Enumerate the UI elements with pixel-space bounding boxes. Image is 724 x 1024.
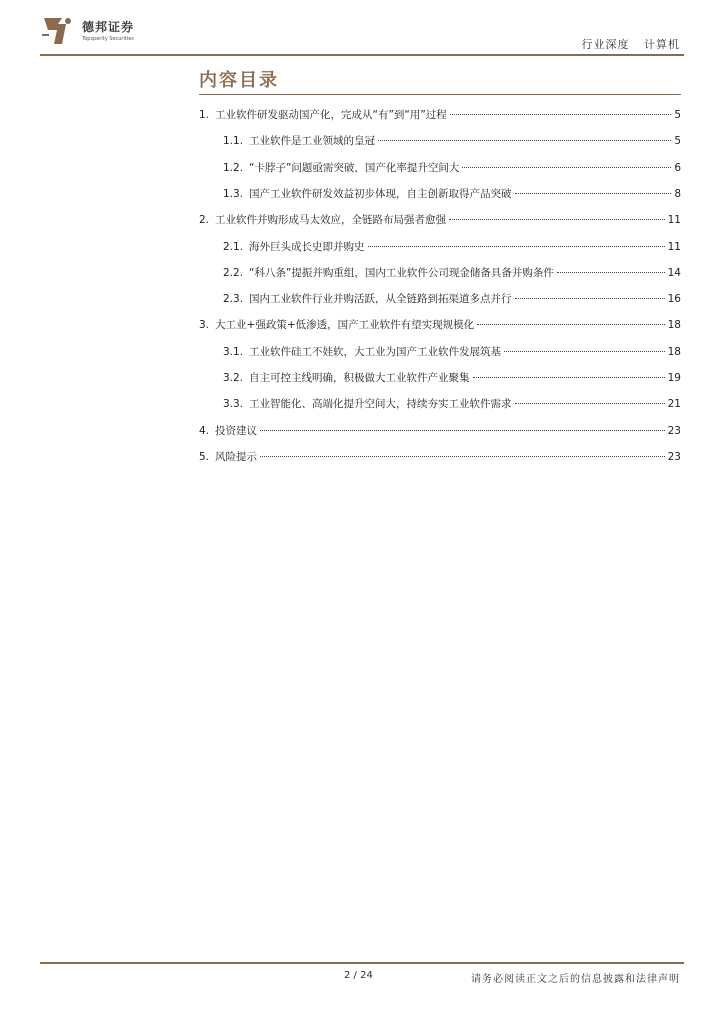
toc-entry[interactable] xyxy=(223,342,681,362)
toc-entry-title: 自主可控主线明确，积极做大工业软件产业聚集 xyxy=(249,372,470,384)
toc-entry-page: 21 xyxy=(667,398,681,411)
toc-entry-title: 工业软件硅工不娃软，大工业为国产工业软件发展筑基 xyxy=(249,345,502,358)
toc-title: 内容目录 xyxy=(199,70,279,91)
toc-entry-number: 3. xyxy=(199,319,210,332)
toc-entry-page: 11 xyxy=(667,240,681,253)
toc-entry-number: 1. xyxy=(199,109,210,121)
toc-entry[interactable] xyxy=(223,289,681,309)
toc-entry[interactable] xyxy=(199,210,681,230)
toc-leader-dots xyxy=(378,140,671,141)
toc-entry-page: 23 xyxy=(667,450,681,463)
toc-leader-dots xyxy=(477,324,664,325)
legal-disclaimer: 请务必阅读正文之后的信息披露和法律声明 xyxy=(471,974,680,985)
toc-leader-dots xyxy=(449,219,665,220)
toc-leader-dots xyxy=(515,193,672,194)
toc-entry-title: “科八条”提振并购重组，国内工业软件公司现金储备具备并购条件 xyxy=(249,266,554,279)
toc-entry-title: 工业软件并购形成马太效应，全链路布局强者愈强 xyxy=(215,214,447,227)
toc-entry-number: 1.1. xyxy=(223,135,244,148)
toc-entry-page: 8 xyxy=(674,187,681,200)
toc-entry-page: 19 xyxy=(667,372,681,384)
toc-entry-title: 大工业+强政策+低渗透，国产工业软件有望实现规模化 xyxy=(215,319,475,332)
toc-entry-number: 5. xyxy=(199,450,210,463)
toc-entry-page: 16 xyxy=(667,293,681,306)
toc-entry-number: 2.2. xyxy=(223,266,244,279)
toc-leader-dots xyxy=(260,430,665,431)
toc-entry[interactable] xyxy=(223,184,681,204)
toc-entry-page: 18 xyxy=(667,319,681,332)
toc-entry[interactable] xyxy=(223,263,681,283)
toc-entry-number: 1.3. xyxy=(223,187,244,200)
report-type: 行业深度 xyxy=(581,38,630,51)
toc-entry-title: 工业软件是工业领域的皇冠 xyxy=(249,135,376,148)
toc-entry[interactable] xyxy=(199,315,681,335)
toc-leader-dots xyxy=(557,272,665,273)
footer-divider xyxy=(40,962,684,964)
toc-entry-page: 11 xyxy=(667,214,681,227)
toc-entry-number: 3.2. xyxy=(223,372,244,384)
toc-entry-page: 23 xyxy=(667,424,681,437)
toc-entry-page: 14 xyxy=(667,266,681,279)
report-category xyxy=(582,36,681,52)
toc-leader-dots xyxy=(368,246,665,247)
toc-entry-page: 6 xyxy=(674,161,681,174)
toc-entry[interactable] xyxy=(223,394,681,414)
toc-entry-title: 工业软件研发驱动国产化，完成从“有”到“用”过程 xyxy=(215,109,447,121)
toc-entry-title: 风险提示 xyxy=(215,450,258,463)
toc-entry-page: 5 xyxy=(674,109,681,121)
toc-entry[interactable] xyxy=(223,237,681,257)
toc-entry-title: 海外巨头成长史即并购史 xyxy=(249,240,365,253)
toc-leader-dots xyxy=(473,377,665,378)
toc-title-divider xyxy=(199,94,681,95)
toc-entry-title: “卡脖子”问题亟需突破，国产化率提升空间大 xyxy=(249,161,460,174)
toc-entry-number: 1.2. xyxy=(223,161,244,174)
toc-entry-page: 18 xyxy=(667,345,681,358)
toc-entry[interactable] xyxy=(223,131,681,151)
toc-entry-page: 5 xyxy=(674,135,681,148)
toc-entry[interactable] xyxy=(223,368,681,388)
toc-entry-title: 国内工业软件行业并购活跃，从全链路到拓渠道多点并行 xyxy=(249,293,512,306)
company-logo xyxy=(40,14,150,50)
report-sector: 计算机 xyxy=(644,38,680,51)
toc-leader-dots xyxy=(450,114,672,115)
toc-entry-number: 3.3. xyxy=(223,398,244,411)
logo-company-name-en: Topsperity Securities xyxy=(82,36,134,42)
header-divider xyxy=(40,54,684,56)
toc-entry[interactable] xyxy=(223,158,681,178)
logo-company-name: 德邦证券 xyxy=(82,20,135,34)
toc-leader-dots xyxy=(462,167,671,168)
page-indicator: 2 / 24 xyxy=(344,970,373,981)
toc-entry-title: 投资建议 xyxy=(215,424,258,437)
toc-entry-title: 工业智能化、高端化提升空间大，持续夯实工业软件需求 xyxy=(249,398,512,411)
logo-emblem-icon xyxy=(40,14,76,48)
toc-leader-dots xyxy=(504,351,665,352)
toc-leader-dots xyxy=(515,298,665,299)
toc-entry-number: 2.1. xyxy=(223,240,244,253)
toc-entry[interactable] xyxy=(199,421,681,441)
toc-entry-number: 3.1. xyxy=(223,345,244,358)
toc-entry-number: 2. xyxy=(199,214,210,227)
toc-entry-number: 4. xyxy=(199,424,210,437)
toc-leader-dots xyxy=(515,403,665,404)
toc-entry[interactable] xyxy=(199,105,681,125)
toc-entry-title: 国产工业软件研发效益初步体现，自主创新取得产品突破 xyxy=(249,187,512,200)
toc-entry-number: 2.3. xyxy=(223,293,244,306)
toc-entry[interactable] xyxy=(199,447,681,467)
toc-leader-dots xyxy=(260,456,665,457)
